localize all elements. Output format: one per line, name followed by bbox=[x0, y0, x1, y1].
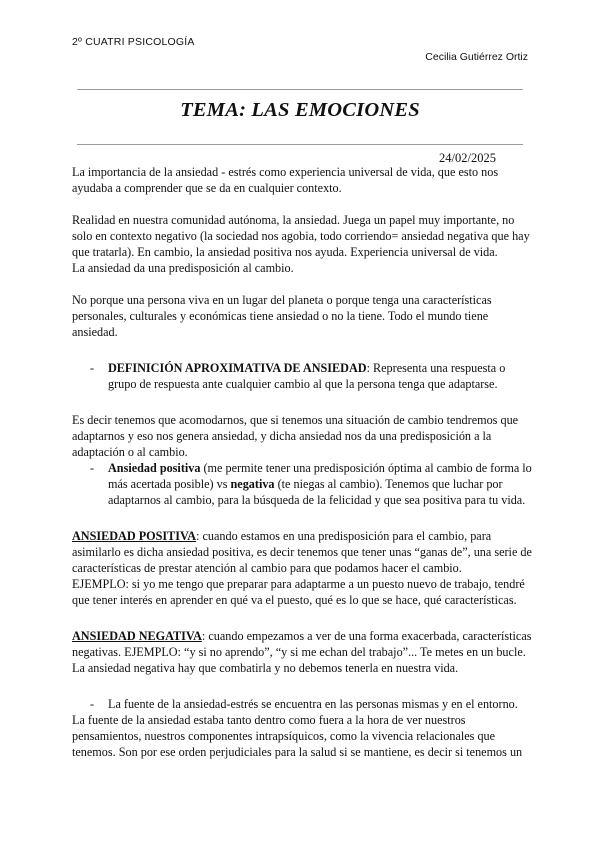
bullet-dash: - bbox=[90, 361, 95, 375]
bullet-dash: - bbox=[90, 461, 95, 475]
paragraph-reality: Realidad en nuestra comunidad autónoma, la ansiedad. Juega un papel muy importante, no solo en contexto negativo (la sociedad nos agobia, todo corriendo= ansiedad negativa que hay que tratarla). En cambio, la ansiedad positiva nos ayuda. Experiencia universal de vida. bbox=[72, 213, 530, 259]
bullet-dash: - bbox=[90, 697, 95, 711]
paragraph-universal: No porque una persona viva en un lugar del planeta o porque tenga una características personales, culturales y económicas tiene ansiedad o no la tiene. Todo el mundo tiene ansiedad. bbox=[72, 293, 492, 339]
positive-heading: ANSIEDAD POSITIVA bbox=[72, 529, 197, 543]
author-name: Cecilia Gutiérrez Ortiz bbox=[425, 51, 528, 63]
document-body bbox=[72, 164, 533, 760]
bullet-definition bbox=[72, 360, 533, 392]
bullet-positive-negative bbox=[72, 460, 533, 508]
positive-term-bold: Ansiedad positiva bbox=[108, 461, 201, 475]
paragraph-predisposition: La ansiedad da una predisposición al cambio. bbox=[72, 261, 294, 275]
paragraph-source-detail: La fuente de la ansiedad estaba tanto dentro como fuera a la hora de ver nuestros pensamientos, nuestros componentes intrapsíquicos, como la vivencia relacionales que tenemos. Son por ese orden perjudiciales para la salud si se mantiene, es decir si tenemos un bbox=[72, 713, 523, 759]
negative-term-bold: negativa bbox=[230, 477, 275, 491]
section-positive bbox=[72, 528, 533, 576]
top-divider bbox=[77, 89, 523, 90]
section-negative bbox=[72, 628, 533, 676]
paragraph-intro: La importancia de la ansiedad - estrés como experiencia universal de vida, que esto nos ayudaba a comprender que se da en cualquier contexto. bbox=[72, 165, 499, 195]
paragraph-adaptation: Es decir tenemos que acomodarnos, que si tenemos una situación de cambio tendremos que adaptarnos y eso nos genera ansiedad, y dicha ansiedad nos da una predisposición a la adaptación o al cambio. bbox=[72, 413, 519, 459]
negative-heading: ANSIEDAD NEGATIVA bbox=[72, 629, 202, 643]
positive-example: EJEMPLO: si yo me tengo que preparar para adaptarme a un puesto nuevo de trabajo, tendré que tener interés en aprender en qué va el puesto, qué es lo que se hace, qué características. bbox=[72, 577, 525, 607]
bottom-divider bbox=[77, 144, 523, 145]
course-header: 2º CUATRI PSICOLOGÍA bbox=[72, 36, 195, 48]
positive-desc: (me permite tener una predisposición óptima al cambio de forma lo más acertada posible) vs bbox=[108, 461, 532, 491]
positive-text: : cuando estamos en una predisposición para el cambio, para asimilarlo es dicha ansiedad positiva, es decir tenemos que tener unas “ganas de”, una serie de características de prestar atención al cambio para que podamos hacer el cambio. bbox=[72, 529, 532, 575]
bullet-source bbox=[72, 696, 533, 712]
definition-text: : Representa una respuesta o grupo de respuesta ante cualquier cambio al que la persona tenga que adaptarse. bbox=[108, 361, 506, 391]
date-label: 24/02/2025 bbox=[439, 151, 496, 165]
negative-text: : cuando empezamos a ver de una forma exacerbada, características negativas. EJEMPLO: “y si no aprendo”, “y si me echan del trabajo”... Te metes en un bucle. La ansiedad negativa hay que combatirla y no debemos tenerla en nuestra vida. bbox=[72, 629, 532, 675]
definition-term: DEFINICIÓN APROXIMATIVA DE ANSIEDAD bbox=[108, 361, 367, 375]
page-title: TEMA: LAS EMOCIONES bbox=[180, 99, 420, 121]
negative-desc: (te niegas al cambio). Tenemos que luchar por adaptarnos al cambio, para la búsqueda de la felicidad y que sea positiva para tu vida. bbox=[108, 477, 526, 507]
source-text: La fuente de la ansiedad-estrés se encuentra en las personas mismas y en el entorno. bbox=[108, 697, 518, 711]
